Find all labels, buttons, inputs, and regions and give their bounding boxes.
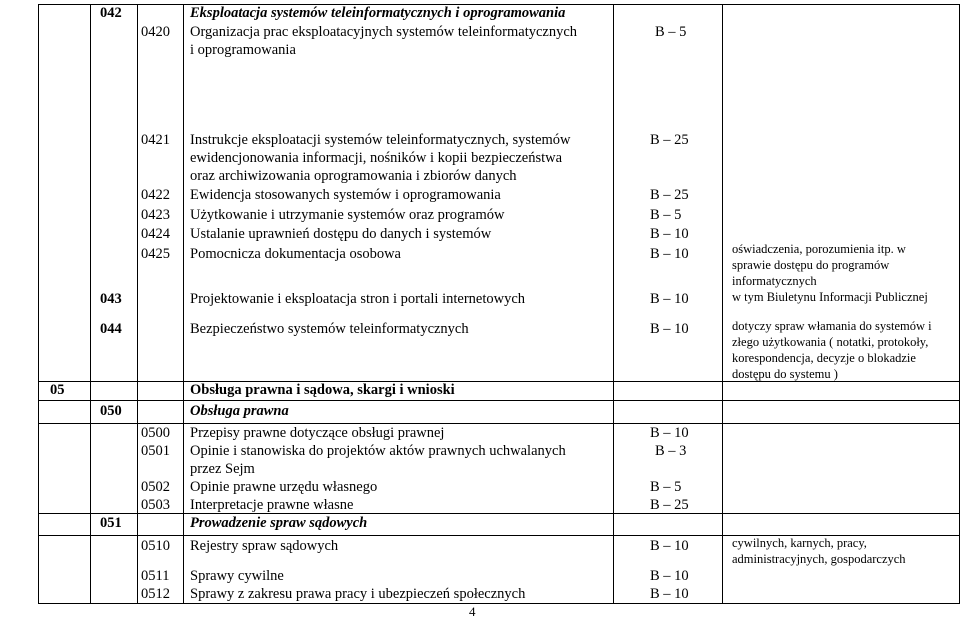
row-title: Sprawy z zakresu prawa pracy i ubezpieczeń społecznych xyxy=(190,586,526,602)
grid-line xyxy=(38,4,39,604)
row-title: Ewidencja stosowanych systemów i oprogramowania xyxy=(190,187,501,203)
row-note: oświadczenia, porozumienia itp. w xyxy=(732,242,906,256)
grid-line xyxy=(38,423,959,424)
row-code: 0510 xyxy=(141,538,170,554)
section-code: 05 xyxy=(50,382,65,398)
row-category: B – 10 xyxy=(650,425,689,441)
row-note: w tym Biuletynu Informacji Publicznej xyxy=(732,290,928,304)
row-title: ewidencjonowania informacji, nośników i kopii bezpieczeństwa xyxy=(190,150,563,166)
row-code: 0422 xyxy=(141,187,170,203)
row-code: 0502 xyxy=(141,479,170,495)
row-category: B – 5 xyxy=(655,24,687,40)
row-category: B – 10 xyxy=(650,246,689,262)
row-code: 051 xyxy=(100,515,122,531)
row-title: Opinie i stanowiska do projektów aktów prawnych uchwalanych xyxy=(190,443,566,459)
row-code: 042 xyxy=(100,5,122,21)
row-category: B – 25 xyxy=(650,132,689,148)
row-code: 0424 xyxy=(141,226,170,242)
row-title: Sprawy cywilne xyxy=(190,568,284,584)
grid-line xyxy=(183,4,184,604)
row-category: B – 3 xyxy=(655,443,687,459)
row-title: Eksploatacja systemów teleinformatycznych i oprogramowania xyxy=(190,5,566,21)
row-code: 0503 xyxy=(141,497,170,513)
row-category: B – 10 xyxy=(650,291,689,307)
row-category: B – 10 xyxy=(650,568,689,584)
row-title: Opinie prawne urzędu własnego xyxy=(190,479,378,495)
row-code: 043 xyxy=(100,291,122,307)
grid-line xyxy=(722,4,723,604)
row-note: dotyczy spraw włamania do systemów i xyxy=(732,319,932,333)
row-title: Pomocnicza dokumentacja osobowa xyxy=(190,246,401,262)
row-category: B – 10 xyxy=(650,321,689,337)
row-code: 0511 xyxy=(141,568,170,584)
row-note: dostępu do systemu ) xyxy=(732,367,838,381)
row-note: korespondencja, decyzje o blokadzie xyxy=(732,351,916,365)
row-category: B – 25 xyxy=(650,497,689,513)
row-code: 0425 xyxy=(141,246,170,262)
grid-line xyxy=(90,4,91,604)
row-title: i oprogramowania xyxy=(190,42,296,58)
row-category: B – 5 xyxy=(650,479,682,495)
row-code: 044 xyxy=(100,321,122,337)
row-note: informatycznych xyxy=(732,274,817,288)
row-title: Przepisy prawne dotyczące obsługi prawnej xyxy=(190,425,445,441)
row-title: oraz archiwizowania oprogramowania i zbiorów danych xyxy=(190,168,517,184)
row-category: B – 5 xyxy=(650,207,682,223)
row-title: Ustalanie uprawnień dostępu do danych i systemów xyxy=(190,226,492,242)
row-category: B – 25 xyxy=(650,187,689,203)
row-category: B – 10 xyxy=(650,586,689,602)
row-title: Użytkowanie i utrzymanie systemów oraz programów xyxy=(190,207,505,223)
grid-line xyxy=(613,4,614,604)
row-code: 0423 xyxy=(141,207,170,223)
row-code: 0421 xyxy=(141,132,170,148)
row-title: Projektowanie i eksploatacja stron i portali internetowych xyxy=(190,291,526,307)
row-title: Prowadzenie spraw sądowych xyxy=(190,515,368,531)
row-note: sprawie dostępu do programów xyxy=(732,258,890,272)
row-title: Organizacja prac eksploatacyjnych systemów teleinformatycznych xyxy=(190,24,578,40)
row-code: 0500 xyxy=(141,425,170,441)
row-title: Bezpieczeństwo systemów teleinformatycznych xyxy=(190,321,469,337)
row-code: 0420 xyxy=(141,24,170,40)
row-category: B – 10 xyxy=(650,226,689,242)
grid-line xyxy=(38,603,959,604)
page-number: 4 xyxy=(469,604,476,619)
row-title: Instrukcje eksploatacji systemów teleinformatycznych, systemów xyxy=(190,132,571,148)
row-category: B – 10 xyxy=(650,538,689,554)
row-code: 050 xyxy=(100,403,122,419)
row-title: Obsługa prawna xyxy=(190,403,289,419)
row-title: Interpretacje prawne własne xyxy=(190,497,354,513)
row-code: 0501 xyxy=(141,443,170,459)
row-note: administracyjnych, gospodarczych xyxy=(732,552,906,566)
grid-line xyxy=(137,4,138,604)
row-title: Rejestry spraw sądowych xyxy=(190,538,339,554)
row-note: złego użytkowania ( notatki, protokoły, xyxy=(732,335,929,349)
row-code: 0512 xyxy=(141,586,170,602)
row-title: przez Sejm xyxy=(190,461,255,477)
grid-line xyxy=(38,400,959,401)
row-note: cywilnych, karnych, pracy, xyxy=(732,536,867,550)
grid-line xyxy=(38,513,959,514)
section-title: Obsługa prawna i sądowa, skargi i wnioski xyxy=(190,382,455,398)
